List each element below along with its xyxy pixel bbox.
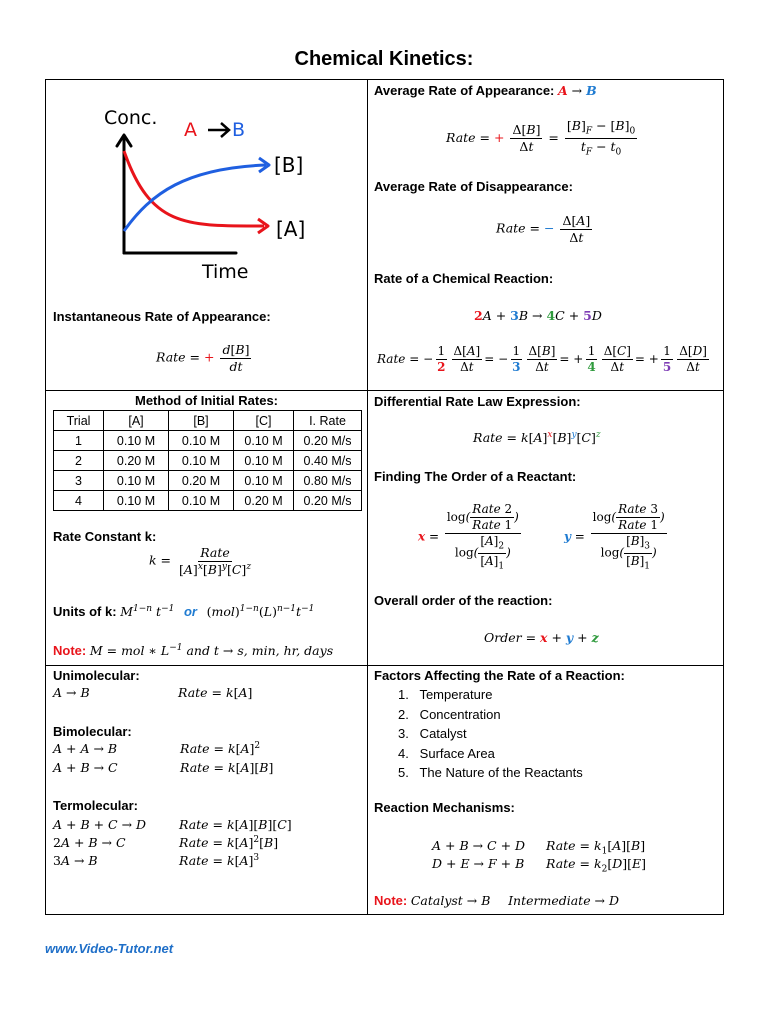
graph-species-b: B <box>232 119 246 141</box>
rate-reaction-heading: Rate of a Chemical Reaction: <box>374 271 554 286</box>
bimolecular-heading: Bimolecular: <box>53 724 132 739</box>
units-or: or <box>183 604 197 620</box>
table-cell: 1 <box>54 431 104 451</box>
curve-b <box>124 165 266 231</box>
mechanism-rate-2: Rate = $k_2[D][E]$ <box>546 856 647 875</box>
bimolecular-rate-1: Rate = $k[A]^2$ <box>180 741 261 757</box>
table-row <box>54 471 362 491</box>
rate-law-formula: Rate = $k[A]^x[B]^y[C]^z$ <box>473 430 601 446</box>
list-item: 4. Surface Area <box>398 745 495 761</box>
order-y-formula: y = log( $\frac{\text{Rate 3}}{\text{Rate 1}}$ ) log( $\frac{[B]_3}{[B]_1}$ ) <box>564 502 665 572</box>
table-row <box>54 491 362 511</box>
column-divider <box>367 80 368 914</box>
avg-appearance-line: Average Rate of Appearance: A → B <box>374 83 597 98</box>
mechanisms-heading: Reaction Mechanisms: <box>374 800 515 815</box>
table-cell: 0.40 M/s <box>294 451 362 471</box>
avg-appearance-formula: Rate = + $\frac{\Delta[B]}{\Delta t}$ = $\frac{[B]_F - [B]_0}{t_F - t_0}$ <box>446 118 636 158</box>
table-cell: 0.10 M <box>104 471 169 491</box>
factors-heading: Factors Affecting the Rate of a Reaction: <box>374 668 625 683</box>
table-header-row <box>54 411 362 431</box>
rate-constant-formula: k = $\frac{\text{Rate}}{[A]^x[B]^y[C]^z}$ <box>149 545 252 577</box>
table-cell: 0.10 M <box>169 451 234 471</box>
order-heading: Finding The Order of a Reactant: <box>374 469 577 484</box>
list-item: 2. Concentration <box>398 706 501 722</box>
mechanism-rate-1: Rate = $k_1[A][B]$ <box>546 838 646 857</box>
table-cell: 0.20 M/s <box>294 491 362 511</box>
table-cell: 0.10 M <box>234 471 294 491</box>
note-label: Note: <box>53 643 87 659</box>
table-row <box>54 431 362 451</box>
footer-website-link[interactable]: www.Video-Tutor.net <box>45 941 174 956</box>
termolecular-equation-3: 3A → B <box>53 853 98 868</box>
mechanism-step-1: A + B → C + D <box>432 838 526 853</box>
bimolecular-equation-2: A + B → C <box>53 760 118 775</box>
units-note-line: Note: M = mol ∗ $L^{-1}$ and t → s, min, hr, days <box>53 643 334 659</box>
units-heading: Units of k: <box>53 604 117 620</box>
page-title: Chemical Kinetics: <box>294 48 474 70</box>
table-header: I. Rate <box>294 411 362 431</box>
unimolecular-rate: Rate = k[A] <box>178 685 253 700</box>
termolecular-rate-2: Rate = $k[A]^2[B]$ <box>179 835 279 851</box>
cheat-sheet-grid <box>45 79 724 915</box>
table-cell: 0.10 M <box>234 451 294 471</box>
table-row <box>54 451 362 471</box>
avg-disappearance-formula: Rate = − $\frac{\Delta[A]}{\Delta t}$ <box>496 213 591 245</box>
factors-list <box>398 687 583 785</box>
table-header: [A] <box>104 411 169 431</box>
table-cell: 0.20 M <box>234 491 294 511</box>
bimolecular-equation-1: A + A → B <box>53 741 118 756</box>
table-cell: 2 <box>54 451 104 471</box>
initial-rates-heading: Method of Initial Rates: <box>135 393 278 408</box>
row-divider-1 <box>46 390 723 391</box>
table-cell: 0.10 M <box>104 491 169 511</box>
mechanism-note-line: Note: Catalyst → B Intermediate → D <box>374 893 620 908</box>
row-divider-2 <box>46 665 723 666</box>
table-header: [C] <box>234 411 294 431</box>
table-header: Trial <box>54 411 104 431</box>
graph-y-label: Conc. <box>104 107 158 129</box>
concentration-time-graph <box>96 98 326 288</box>
termolecular-rate-3: Rate = $k[A]^3$ <box>179 853 260 869</box>
termolecular-equation-1: A + B + C → D <box>53 817 147 832</box>
table-cell: 0.10 M <box>169 491 234 511</box>
graph-x-label: Time <box>202 261 249 283</box>
table-cell: 3 <box>54 471 104 491</box>
termolecular-equation-2: 2A + B → C <box>53 835 126 850</box>
graph-species-a: A <box>184 119 197 141</box>
mechanism-step-2: D + E → F + B <box>432 856 525 871</box>
table-cell: 0.20 M <box>169 471 234 491</box>
avg-appearance-heading: Average Rate of Appearance: <box>374 83 555 98</box>
balanced-reaction: 2A + 3B → 4C + 5D <box>474 308 602 323</box>
bimolecular-rate-2: Rate = k[A][B] <box>180 760 274 775</box>
instantaneous-rate-formula: Rate = + $\frac{d[B]}{dt}$ <box>156 342 250 374</box>
list-item: 1. Temperature <box>398 687 493 702</box>
initial-rates-table <box>53 410 362 511</box>
unimolecular-equation: A → B <box>53 685 90 700</box>
table-header: [B] <box>169 411 234 431</box>
reaction-rate-relations: Rate = − $\frac{1}{2}$ $\frac{\Delta[A]}{\Delta t}$ = − $\frac{1}{3}$ $\frac{\Delta[B]}{\Delta t}$ = + $\frac{1}{4}$ $\frac{\Delta[C]}{\Delta t}$ = + $\frac{1}{5}$ $\frac{\Delta[D]}{\Delta t}$ <box>377 344 707 374</box>
table-cell: 4 <box>54 491 104 511</box>
avg-disappearance-heading: Average Rate of Disappearance: <box>374 179 573 194</box>
table-cell: 0.80 M/s <box>294 471 362 491</box>
termolecular-rate-1: Rate = k[A][B][C] <box>179 817 292 832</box>
table-cell: 0.10 M <box>104 431 169 451</box>
reaction-arrow-icon <box>208 123 229 137</box>
graph-curve-a-label: [A] <box>276 217 306 241</box>
graph-curve-b-label: [B] <box>274 153 304 177</box>
table-cell: 0.10 M <box>169 431 234 451</box>
overall-order-heading: Overall order of the reaction: <box>374 593 553 608</box>
overall-order-formula: Order = x + y + z <box>484 630 599 645</box>
unimolecular-heading: Unimolecular: <box>53 668 140 683</box>
units-of-k-line: Units of k: $M^{1-n}$ $t^{-1}$ or $(mol)^{1-n}(L)^{n-1}t^{-1}$ <box>53 604 315 620</box>
list-item: 3. Catalyst <box>398 726 467 741</box>
order-x-formula: x = log( $\frac{\text{Rate 2}}{\text{Rate 1}}$ ) log( $\frac{[A]_2}{[A]_1}$ ) <box>418 502 519 572</box>
table-cell: 0.20 M/s <box>294 431 362 451</box>
rate-law-heading: Differential Rate Law Expression: <box>374 394 581 409</box>
list-item: 5. The Nature of the Reactants <box>398 765 583 780</box>
instantaneous-heading: Instantaneous Rate of Appearance: <box>53 309 271 324</box>
table-cell: 0.10 M <box>234 431 294 451</box>
curve-a <box>124 151 264 226</box>
table-cell: 0.20 M <box>104 451 169 471</box>
mechanism-note-label: Note: <box>374 893 408 908</box>
rate-constant-heading: Rate Constant k: <box>53 529 157 544</box>
termolecular-heading: Termolecular: <box>53 798 139 813</box>
